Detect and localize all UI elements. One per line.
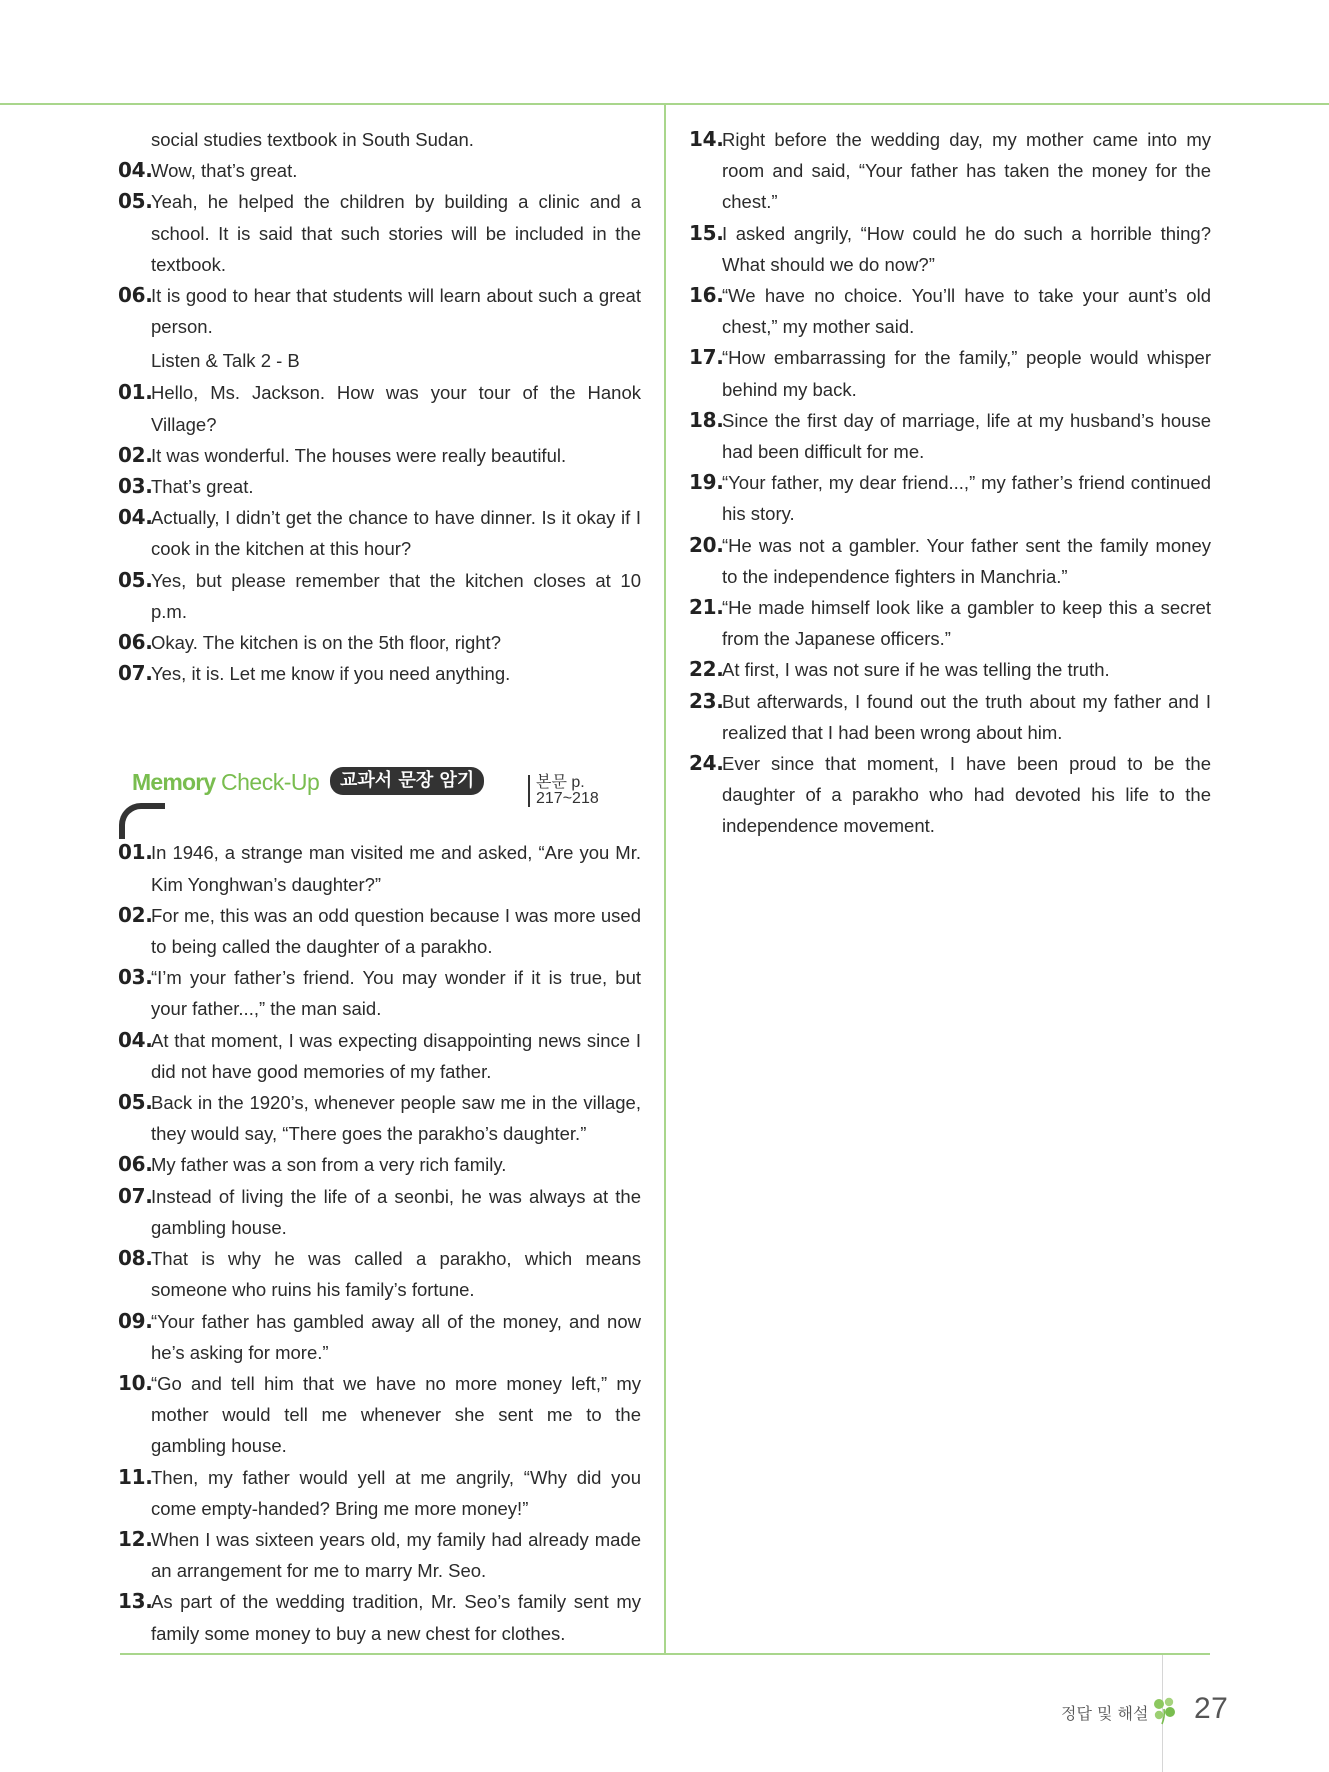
item-number: 17.: [689, 345, 724, 370]
item-number: 05.: [118, 1090, 153, 1115]
item-text: “We have no choice. You’ll have to take your aunt’s old chest,” my mother said.: [722, 285, 1211, 338]
item-text: At first, I was not sure if he was telling the truth.: [722, 659, 1110, 681]
list-item: [689, 467, 1211, 529]
continuation-text: social studies textbook in South Sudan.: [151, 129, 474, 150]
item-text: When I was sixteen years old, my family had already made an arrangement for me to marry Mr. Seo.: [151, 1528, 641, 1582]
item-text: For me, this was an odd question because I was more used to being called the daughter of a parakho.: [151, 904, 641, 958]
list-item: [689, 280, 1211, 342]
item-number: 12.: [118, 1526, 153, 1551]
bottom-rule: [120, 1653, 1210, 1655]
item-number: 03.: [118, 965, 153, 990]
list-item: [118, 837, 641, 899]
list-item: [689, 124, 1211, 218]
list-item: [118, 471, 641, 502]
memory-badge: 교과서 문장 암기: [330, 767, 484, 795]
item-number: 05.: [118, 189, 153, 214]
item-text: Yeah, he helped the children by building a clinic and a school. It is said that such stories will be included in the textbook.: [151, 191, 641, 275]
item-text: “He made himself look like a gambler to keep this a secret from the Japanese officers.”: [722, 597, 1211, 650]
item-text: Yes, but please remember that the kitchen closes at 10 p.m.: [151, 569, 641, 622]
item-number: 04.: [118, 505, 153, 530]
item-number: 16.: [689, 283, 724, 308]
list-item: [689, 405, 1211, 467]
list-item: [118, 377, 641, 439]
item-number: 05.: [118, 567, 153, 592]
list-item: [118, 1524, 641, 1586]
list-item: [118, 1243, 641, 1305]
item-number: 02.: [118, 902, 153, 927]
list-item: [689, 748, 1211, 842]
item-text: Actually, I didn’t get the chance to have dinner. Is it okay if I cook in the kitchen at this hour?: [151, 507, 641, 560]
item-number: 14.: [689, 127, 724, 151]
item-text: Back in the 1920’s, whenever people saw me in the village, they would say, “There goes the parakho’s daughter.”: [151, 1092, 641, 1145]
item-number: 06.: [118, 630, 153, 655]
list-item: [118, 1181, 641, 1243]
item-number: 23.: [689, 688, 724, 713]
column-divider: [664, 105, 666, 1655]
list-item: [118, 627, 641, 658]
left-column: [118, 124, 641, 1649]
item-text: Right before the wedding day, my mother came into my room and said, “Your father has taken the money for the chest.”: [722, 129, 1211, 213]
item-text: Ever since that moment, I have been proud to be the daughter of a parakho who had devoted his life to the independence movement.: [722, 753, 1211, 837]
corner-bracket: [119, 803, 165, 839]
listen-talk-list-b: [118, 377, 641, 689]
item-text: But afterwards, I found out the truth about my father and I realized that I had been wrong about him.: [722, 690, 1211, 743]
item-text: It is good to hear that students will learn about such a great person.: [151, 285, 641, 338]
memory-list-left: [118, 837, 641, 1648]
item-number: 15.: [689, 220, 724, 245]
item-number: 18.: [689, 407, 724, 432]
list-item: [118, 1025, 641, 1087]
list-item: [118, 962, 641, 1024]
item-number: 07.: [118, 661, 153, 686]
leaf-icon: [1150, 1695, 1178, 1725]
item-text: Then, my father would yell at me angrily, “Why did you come empty-handed? Bring me more money!”: [151, 1466, 641, 1519]
list-item: [118, 1306, 641, 1368]
list-item: [689, 530, 1211, 592]
item-text: “He was not a gambler. Your father sent the family money to the independence fighters in Manchria.”: [722, 534, 1211, 587]
list-item: [689, 218, 1211, 280]
item-text: Since the first day of marriage, life at my husband’s house had been difficult for me.: [722, 409, 1211, 463]
item-number: 06.: [118, 283, 153, 308]
item-number: 13.: [118, 1589, 153, 1614]
list-item: [689, 592, 1211, 654]
item-number: 01.: [118, 380, 153, 405]
item-text: “Go and tell him that we have no more money left,” my mother would tell me whenever she sent me to the gambling house.: [151, 1372, 641, 1457]
item-number: 10.: [118, 1370, 153, 1395]
memory-list-right: [689, 124, 1211, 842]
item-text: In 1946, a strange man visited me and asked, “Are you Mr. Kim Yonghwan’s daughter?”: [151, 842, 641, 895]
item-number: 08.: [118, 1246, 153, 1271]
item-text: Okay. The kitchen is on the 5th floor, right?: [151, 632, 501, 654]
list-item: [118, 1586, 641, 1648]
item-text: “I’m your father’s friend. You may wonder if it is true, but your father...,” the man said.: [151, 967, 641, 1020]
memory-checkup-header: [118, 767, 641, 819]
footer-label: 정답 및 해설: [1061, 1704, 1149, 1723]
item-text: Yes, it is. Let me know if you need anything.: [151, 663, 511, 685]
list-item: [118, 565, 641, 627]
item-text: Wow, that’s great.: [151, 160, 298, 182]
item-number: 02.: [118, 442, 153, 467]
item-text: At that moment, I was expecting disappointing news since I did not have good memories of my father.: [151, 1029, 641, 1082]
item-text: “Your father, my dear friend...,” my father’s friend continued his story.: [722, 472, 1211, 525]
page-reference: 본문 p. 217~218: [528, 775, 641, 807]
item-number: 21.: [689, 595, 724, 620]
list-item: [118, 280, 641, 342]
item-number: 19.: [689, 470, 724, 495]
list-item: [118, 1368, 641, 1462]
memory-title-light: Check-Up: [221, 769, 320, 796]
item-text: That is why he was called a parakho, which means someone who ruins his family’s fortune.: [151, 1248, 641, 1301]
item-number: 04.: [118, 158, 153, 183]
item-text: Instead of living the life of a seonbi, he was always at the gambling house.: [151, 1185, 641, 1238]
memory-title-bold: Memory: [132, 769, 216, 796]
item-text: My father was a son from a very rich family.: [151, 1154, 507, 1176]
right-column: [689, 124, 1211, 842]
item-number: 03.: [118, 474, 153, 499]
item-number: 22.: [689, 657, 724, 682]
item-number: 20.: [689, 532, 724, 557]
item-text: I asked angrily, “How could he do such a horrible thing? What should we do now?”: [722, 222, 1211, 275]
list-item: [118, 1462, 641, 1524]
item-number: 24.: [689, 751, 724, 776]
list-item: [118, 1149, 641, 1180]
item-text: That’s great.: [151, 476, 254, 498]
list-item: [118, 1087, 641, 1149]
list-item: [118, 186, 641, 280]
item-number: 04.: [118, 1027, 153, 1052]
item-number: 07.: [118, 1183, 153, 1208]
list-item: [118, 900, 641, 962]
item-number: 09.: [118, 1308, 153, 1333]
item-text: As part of the wedding tradition, Mr. Seo’s family sent my family some money to buy a new chest for clothes.: [151, 1591, 641, 1644]
list-item: [689, 342, 1211, 404]
listen-talk-heading: Listen & Talk 2 - B: [151, 350, 300, 372]
list-item: [118, 155, 641, 186]
list-item: [118, 502, 641, 564]
item-number: 06.: [118, 1152, 153, 1177]
list-item: [689, 654, 1211, 685]
item-number: 01.: [118, 840, 153, 865]
list-item: [118, 658, 641, 689]
item-text: “Your father has gambled away all of the money, and now he’s asking for more.”: [151, 1310, 641, 1363]
list-item: [118, 440, 641, 471]
list-item: [689, 686, 1211, 748]
item-text: Hello, Ms. Jackson. How was your tour of the Hanok Village?: [151, 382, 641, 435]
page-number: 27: [1194, 1692, 1229, 1725]
item-number: 11.: [118, 1464, 153, 1489]
listen-talk-list-a: [118, 155, 641, 342]
item-text: “How embarrassing for the family,” people would whisper behind my back.: [722, 347, 1211, 400]
item-text: It was wonderful. The houses were really beautiful.: [151, 444, 567, 466]
